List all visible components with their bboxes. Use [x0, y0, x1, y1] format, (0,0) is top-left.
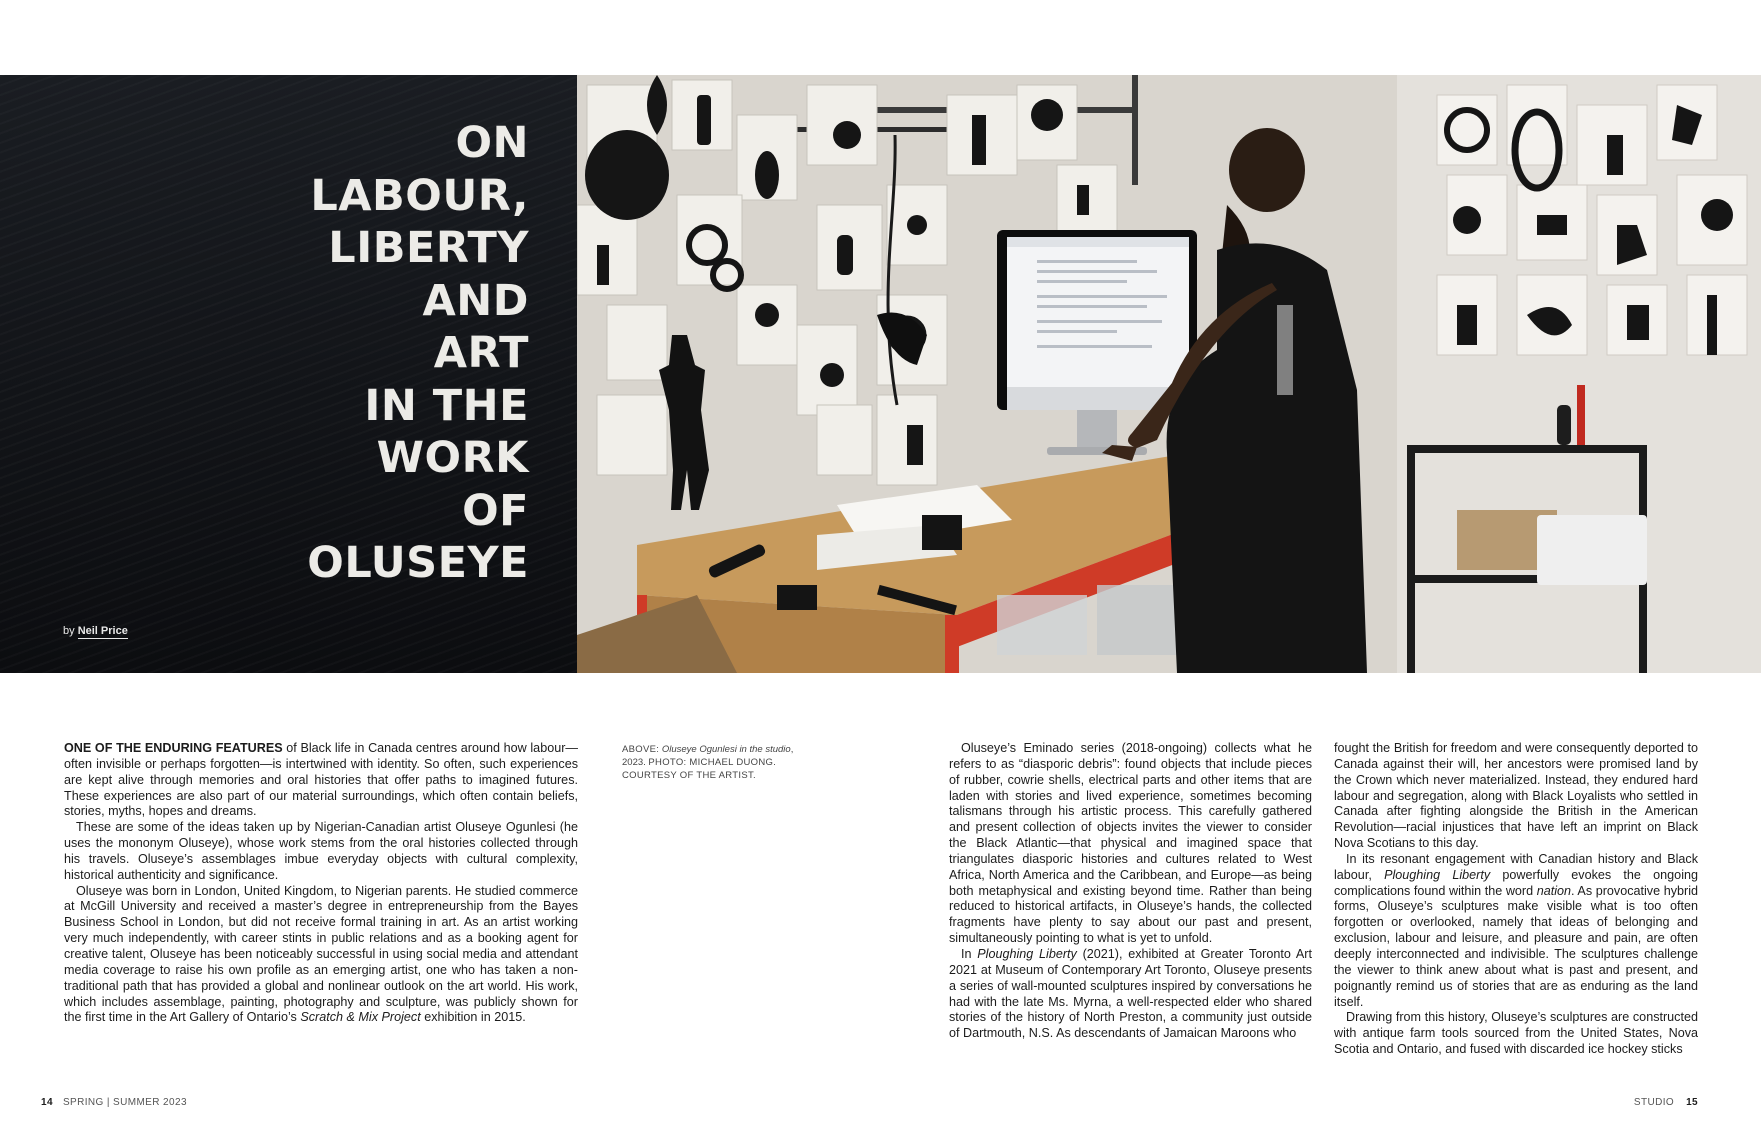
page-number-left: 14 [41, 1097, 53, 1108]
body-column-4 [1334, 741, 1698, 1058]
paragraph [1334, 852, 1698, 1010]
paragraph-text: In its resonant engagement with Canadian history and Black labour, [1334, 851, 1698, 882]
paragraph: These are some of the ideas taken up by Nigerian-Canadian artist Oluseye Ogunlesi (he uses the mononym Oluseye), whose work stems from the oral histories collected through his travels. Oluseye’s assemblages imbue everyday objects with cultural complexity, historical authenticity and significance. [64, 820, 578, 882]
magazine-name: STUDIO [1633, 1097, 1675, 1108]
headline-line: LIBERTY [328, 223, 529, 273]
caption-credit: PHOTO: MICHAEL DUONG. COURTESY OF THE ARTIST. [622, 757, 777, 781]
studio-photo [577, 75, 1761, 673]
emphasis-word: nation [1536, 883, 1572, 898]
exhibition-title: Scratch & Mix Project [300, 1010, 421, 1025]
paragraph-text: (2021), exhibited at Greater Toronto Art 2021 at Museum of Contemporary Art Toronto, Oluseye presents a series of wall-mounted sculptures inspired by conversations he had with the late Ms. Myrna, a well-respected elder who shared stories of the history of North Preston, a community just outside of Dartmouth, N.S. As descendants of Jamaican Maroons who [949, 946, 1312, 1041]
hero-band [0, 75, 1761, 673]
article-headline [109, 117, 529, 590]
byline [63, 625, 128, 637]
body-column-1 [64, 741, 578, 1026]
headline-line: AND [422, 275, 529, 326]
paragraph: Drawing from this history, Oluseye’s sculptures are constructed with antique farm tools sourced from the United States, Nova Scotia and Ontario, and fused with discarded ice hockey sticks [1334, 1010, 1698, 1057]
headline-line: ART [433, 328, 529, 378]
folio-right [1634, 1097, 1698, 1108]
issue-label: SPRING | SUMMER 2023 [62, 1097, 187, 1108]
headline-line: IN THE [364, 380, 529, 431]
artwork-title: Ploughing Liberty [1384, 867, 1491, 882]
photo-caption [622, 743, 802, 782]
body-column-3 [949, 741, 1312, 1042]
paragraph-text: exhibition in 2015. [420, 1010, 526, 1025]
paragraph [64, 884, 578, 1027]
page-number-right: 15 [1686, 1097, 1698, 1108]
paragraph [949, 947, 1312, 1042]
byline-prefix: by [63, 625, 75, 637]
byline-author: Neil Price [77, 625, 128, 637]
lead-in: ONE OF THE ENDURING FEATURES [64, 741, 283, 755]
artwork-title: Ploughing Liberty [977, 946, 1077, 961]
paragraph-text: powerfully evokes the ongoing complications found within the word [1334, 867, 1698, 898]
title-panel [0, 75, 577, 673]
paragraph: fought the British for freedom and were consequently deported to Canada against their will, her ancestors were promised land by the Crown which never materialized. Instead, they endured hard labour and segregation, along with Black Loyalists who settled in Canada after fighting alongside the British in the American Revolution—racial injustices that have left an imprint on Black Nova Scotians to this day. [1334, 741, 1698, 851]
paragraph-text: Oluseye was born in London, United Kingdom, to Nigerian parents. He studied commerce at McGill University and received a master’s degree in entrepreneurship from the Bayes Business School in London, but did not receive formal training in art. As an artist working very much independently, with career stints in public relations and as a booking agent for creative talent, Oluseye has been noticeably successful in using social media and attendant media coverage to raise his own profile as an emerging artist, one who has taken a non-traditional path that has provided a global and nonlinear outlook on the art world. His work, which includes assemblage, painting, photography and sculpture, was publicly shown for the first time in the Art Gallery of Ontario’s [64, 883, 578, 1025]
caption-year: , 2023. [622, 744, 794, 768]
paragraph: Oluseye’s Eminado series (2018-ongoing) collects what he refers to as “diasporic debris”: found objects that include pieces of rubber, cowrie shells, electrical parts and other items that are laden with stories and lived experience, sometimes becoming talismans through his artistic process. This carefully gathered and present collection of objects invites the viewer to consider the Black Atlantic—that physical and imagined space that triangulates diasporic histories and cultures related to West Africa, North America and the Caribbean, and Europe—as being both metaphysical and existing beyond time. Rather than being reduced to historical artifacts, in Oluseye’s hands, the collected fragments have plenty to say about our past and present, simultaneously pointing to what is yet to unfold. [949, 741, 1312, 946]
folio-left [41, 1097, 187, 1108]
caption-title: Oluseye Ogunlesi in the studio [661, 744, 791, 755]
headline-line: WORK [376, 433, 529, 483]
caption-label: ABOVE: [622, 744, 660, 755]
paragraph [64, 741, 578, 820]
paragraph-text: of Black life in Canada centres around how labour—often invisible or perhaps forgotten—is intertwined with identity. So often, such experiences are kept alive through memories and oral histories that offer paths to imagined futures. These experiences are also part of our material surroundings, which often contain beliefs, stories, myths, hopes and dreams. [64, 741, 578, 819]
headline-line: OF [462, 485, 529, 536]
headline-line: LABOUR, [310, 170, 529, 221]
headline-line: ON [455, 118, 529, 168]
paragraph-text: In [961, 946, 978, 961]
headline-line: OLUSEYE [307, 538, 529, 588]
paragraph-text: . As provocative hybrid forms, Oluseye’s sculptures make visible what is too often forgotten or overlooked, namely that ideas of belonging and exclusion, labour and leisure, and pleasure and pain, are often deeply interconnected and indivisible. The sculptures challenge the viewer to think anew about what is past and present, and poignantly remind us of stories that are as enduring as the land itself. [1334, 883, 1698, 1009]
